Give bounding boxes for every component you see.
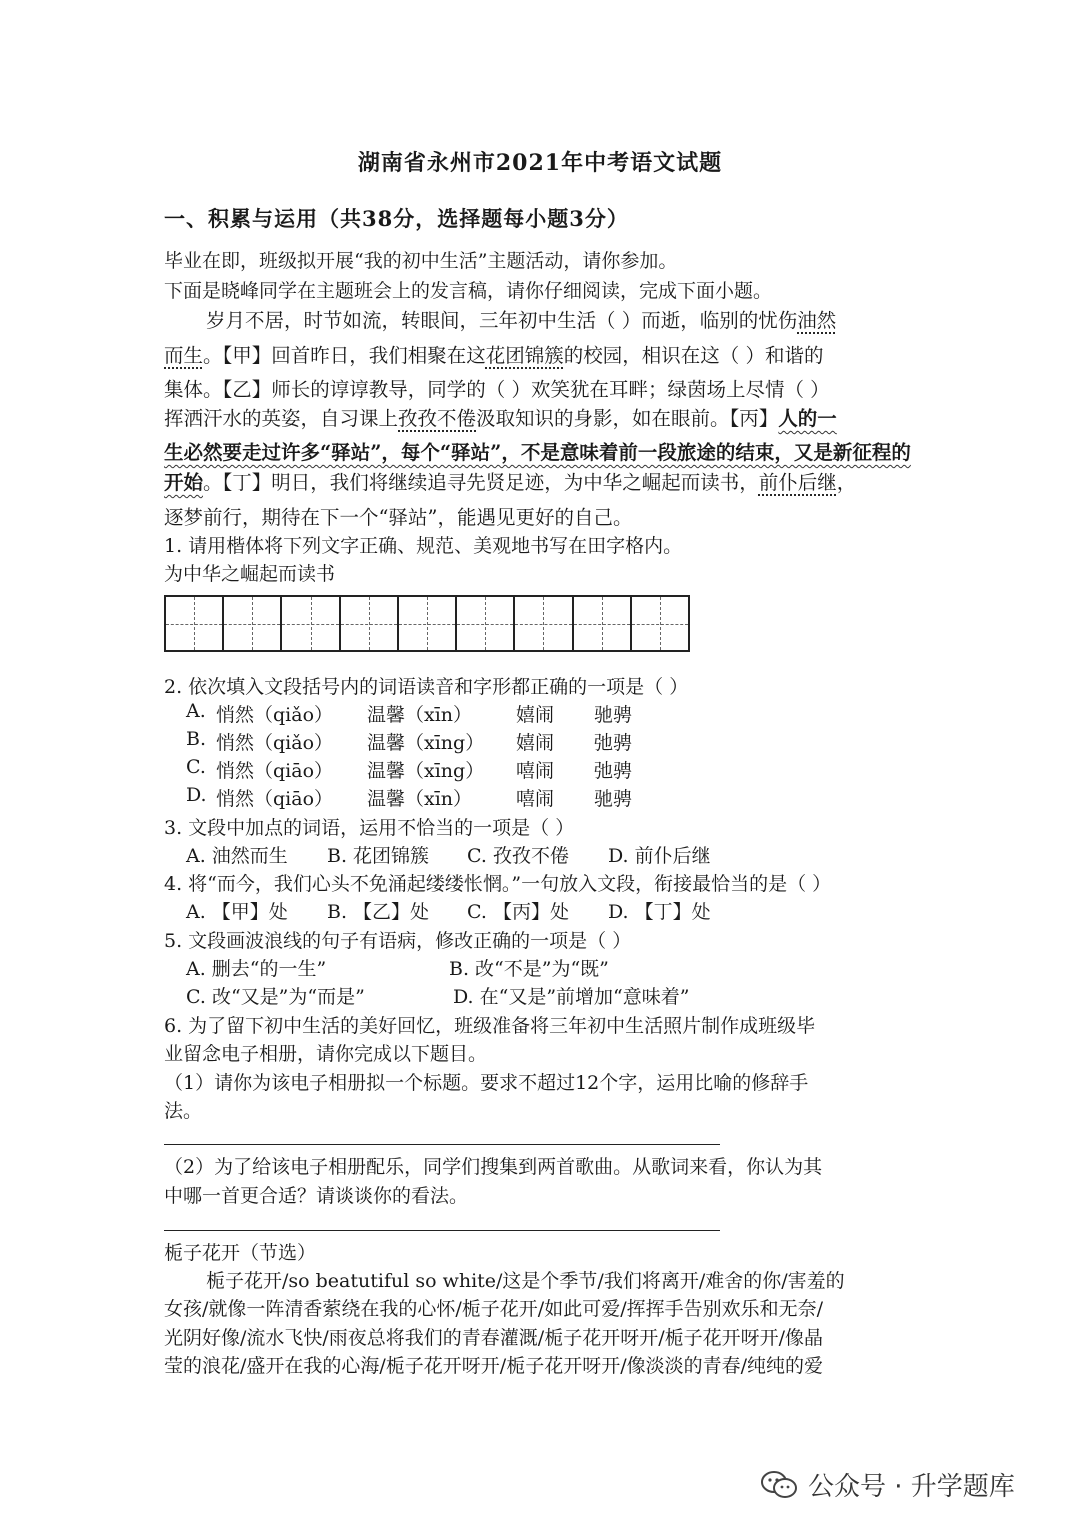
option-c-word: 嬉闹	[516, 732, 555, 754]
option-d-word: 驰骋	[594, 788, 633, 810]
question-6-stem: 6. 为了留下初中生活的美好回忆，班级准备将三年初中生活照片制作成班级毕	[164, 1015, 816, 1037]
option-c: C. 改“又是”为“而是”	[186, 986, 365, 1008]
passage-line-1	[206, 305, 958, 333]
song-lyric-line-4: 莹的浪花/盛开在我的心海/栀子花开呀开/栀子花开呀开/像淡淡的青春/纯纯的爱	[164, 1355, 824, 1377]
option-a: A. 【甲】处	[186, 901, 288, 923]
question-1-stem: 1. 请用楷体将下列文字正确、规范、美观地书写在田字格内。	[164, 535, 683, 557]
option-c: C. 【丙】处	[467, 901, 569, 923]
song-lyric-line-1: 栀子花开/so beatutiful so white/这是个季节/我们将离开/难舍的你/害羞的	[206, 1270, 845, 1292]
dotted-word: 花团锦簇	[485, 344, 564, 367]
option-b: B. 花团锦簇	[327, 845, 430, 867]
dotted-word: 油然	[797, 309, 837, 332]
passage-line-3: 集体。【乙】师长的谆谆教导，同学的（ ）欢笑犹在耳畔；绿茵场上尽情（ ）	[164, 378, 830, 401]
passage-line-4	[164, 403, 916, 431]
watermark-text: 公众号 · 升学题库	[808, 1472, 1015, 1502]
question-6-stem-cont: 业留念电子相册，请你完成以下题目。	[164, 1043, 488, 1065]
passage-text: 的校园，相识在这（ ）和谐的	[563, 344, 824, 367]
song-title: 栀子花开（节选）	[164, 1242, 317, 1264]
question-5-stem: 5. 文段画波浪线的句子有语病，修改正确的一项是（ ）	[164, 930, 632, 952]
section-heading: 一、积累与运用（共38分，选择题每小题3分）	[164, 206, 629, 231]
answer-line-2[interactable]	[164, 1230, 720, 1231]
passage-line-2	[164, 340, 916, 368]
dotted-word: 孜孜不倦	[398, 407, 477, 430]
option-b-pinyin: 温馨（xīng）	[367, 732, 485, 754]
exam-title: 湖南省永州市2021年中考语文试题	[357, 150, 723, 176]
song-lyric-line-2: 女孩/就像一阵清香萦绕在我的心怀/栀子花开/如此可爱/挥挥手告别欢乐和无奈/	[164, 1298, 824, 1320]
grid-cell[interactable]	[515, 597, 573, 650]
question-4-stem: 4. 将“而今，我们心头不免涌起缕缕怅惘。”一句放入文段，衔接最恰当的是（ ）	[164, 873, 832, 895]
option-d-word: 弛骋	[594, 760, 633, 782]
option-label: C.	[186, 756, 206, 778]
option-d: D. 【丁】处	[608, 901, 711, 923]
passage-text: 汲取知识的身影，如在眼前。【丙】	[476, 407, 779, 430]
passage-text: ，	[836, 471, 857, 494]
grid-cell[interactable]	[282, 597, 340, 650]
passage-text: 。【甲】回首昨日，我们相聚在这	[203, 344, 486, 367]
grid-cell[interactable]	[341, 597, 399, 650]
grid-cell[interactable]	[399, 597, 457, 650]
passage-text: 岁月不居，时节如流，转眼间，三年初中生活（ ）而逝，临别的忧伤	[206, 309, 798, 332]
option-d-word: 弛骋	[594, 732, 633, 754]
option-c-word: 嘻闹	[516, 760, 555, 782]
option-a-pinyin: 悄然（qiāo）	[216, 760, 334, 782]
intro-line-2: 下面是晓峰同学在主题班会上的发言稿，请你仔细阅读，完成下面小题。	[164, 280, 773, 302]
option-c-word: 嬉闹	[516, 704, 555, 726]
grid-cell[interactable]	[574, 597, 632, 650]
wechat-icon	[760, 1470, 798, 1500]
option-b: B. 【乙】处	[327, 901, 430, 923]
option-a-pinyin: 悄然（qiǎo）	[216, 704, 334, 726]
option-a-pinyin: 悄然（qiǎo）	[216, 732, 334, 754]
dotted-word: 而生	[164, 344, 204, 367]
intro-line-1: 毕业在即，班级拟开展“我的初中生活”主题活动，请你参加。	[164, 250, 678, 272]
option-c-word: 嘻闹	[516, 788, 555, 810]
grid-cell[interactable]	[457, 597, 515, 650]
question-1-text: 为中华之崛起而读书	[164, 563, 336, 585]
grid-cell[interactable]	[632, 597, 688, 650]
question-6-sub2-cont: 中哪一首更合适？请谈谈你的看法。	[164, 1185, 469, 1207]
question-6-sub2: （2）为了给该电子相册配乐，同学们搜集到两首歌曲。从歌词来看，你认为其	[164, 1156, 823, 1178]
question-6-sub1-cont: 法。	[164, 1100, 203, 1122]
question-3-stem: 3. 文段中加点的词语，运用不恰当的一项是（ ）	[164, 817, 575, 839]
question-2-stem: 2. 依次填入文段括号内的词语读音和字形都正确的一项是（ ）	[164, 676, 689, 698]
passage-line-5	[164, 437, 916, 465]
option-a-pinyin: 悄然（qiāo）	[216, 788, 334, 810]
option-c: C. 孜孜不倦	[467, 845, 569, 867]
option-d: D. 在“又是”前增加“意味着”	[453, 986, 690, 1008]
grid-cell[interactable]	[166, 597, 224, 650]
dotted-word: 前仆后继	[758, 471, 837, 494]
option-a: A. 删去“的一生”	[186, 958, 327, 980]
option-d-word: 驰骋	[594, 704, 633, 726]
passage-line-7: 逐梦前行，期待在下一个“驿站”，能遇见更好的自己。	[164, 506, 633, 529]
option-label: B.	[186, 728, 207, 750]
wavy-sentence: 生必然要走过许多“驿站”，每个“驿站”，不是意味着前一段旅途的结束，又是新征程的	[164, 441, 911, 464]
option-b: B. 改“不是”为“既”	[449, 958, 609, 980]
option-b-pinyin: 温馨（xīng）	[367, 760, 485, 782]
option-label: A.	[186, 700, 206, 722]
wavy-sentence: 人的一	[778, 407, 837, 430]
question-6-sub1: （1）请你为该电子相册拟一个标题。要求不超过12个字，运用比喻的修辞手	[164, 1072, 809, 1094]
song-lyric-line-3: 光阴好像/流水飞快/雨夜总将我们的青春灌溉/栀子花开呀开/栀子花开呀开/像晶	[164, 1327, 824, 1349]
passage-line-6	[164, 467, 916, 495]
wavy-sentence: 开始	[164, 471, 204, 494]
grid-cell[interactable]	[224, 597, 282, 650]
watermark	[760, 1466, 1015, 1503]
option-a: A. 油然而生	[186, 845, 288, 867]
passage-text: 挥洒汗水的英姿，自习课上	[164, 407, 399, 430]
option-b-pinyin: 温馨（xīn）	[367, 704, 473, 726]
tianzige-grid[interactable]	[164, 595, 690, 652]
option-label: D.	[186, 784, 207, 806]
answer-line-1[interactable]	[164, 1144, 720, 1145]
option-b-pinyin: 温馨（xīn）	[367, 788, 473, 810]
passage-text: 。【丁】明日，我们将继续追寻先贤足迹，为中华之崛起而读书，	[203, 471, 759, 494]
option-d: D. 前仆后继	[608, 845, 711, 867]
